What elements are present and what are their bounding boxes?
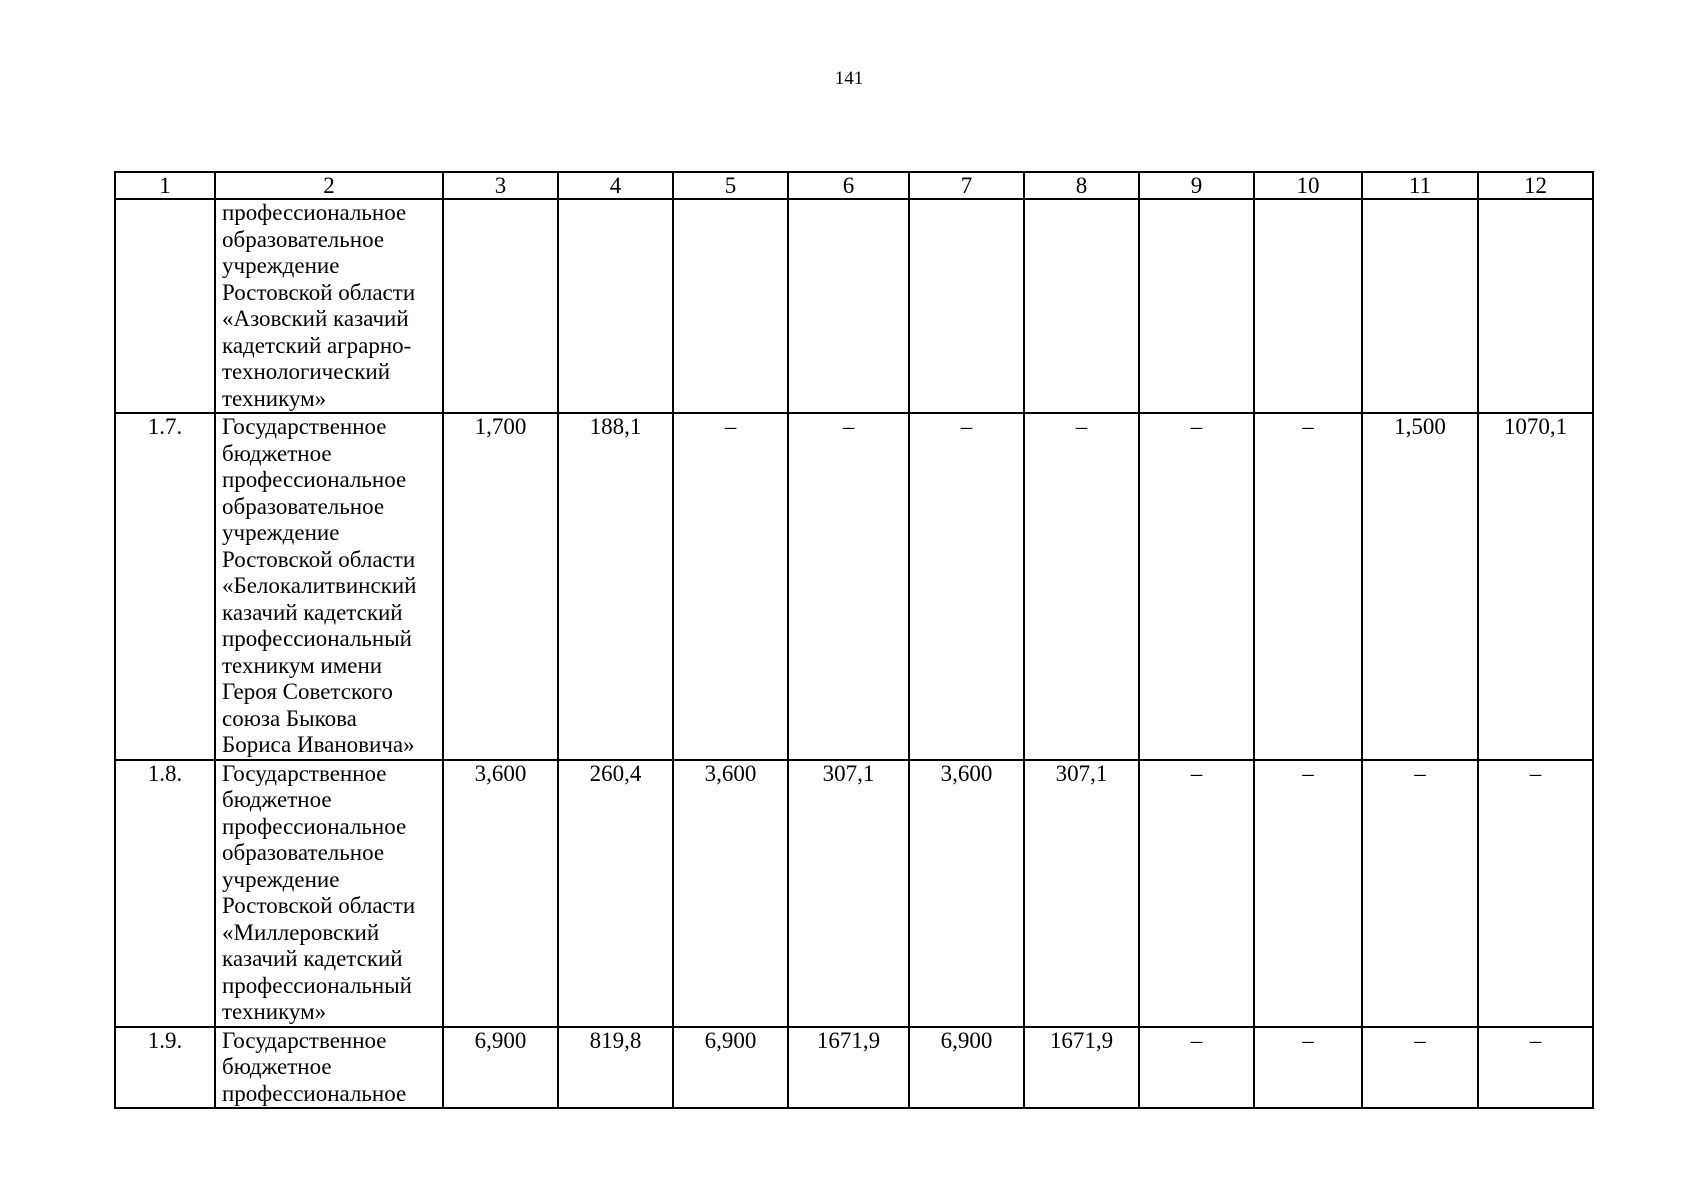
value-cell [558,199,673,413]
institution-name-cell: Государственное бюджетное профессиональное образовательное учреждение Ростовской области «Белокалитвинский казачий кадетский профессиональный техникум имени Героя Советского союза Быкова Бориса Ивановича» [215,413,443,760]
value-cell: 307,1 [788,760,909,1027]
value-cell: 188,1 [558,413,673,760]
row-number-cell: 1.7. [115,413,215,760]
table-row [115,413,1593,760]
value-cell: 3,600 [909,760,1024,1027]
value-cell: 1,700 [443,413,558,760]
value-cell: – [1024,413,1139,760]
value-cell [443,199,558,413]
value-cell: 1,500 [1362,413,1478,760]
table-row [115,760,1593,1027]
value-cell: – [909,413,1024,760]
column-header: 3 [443,172,558,199]
column-header: 12 [1478,172,1593,199]
value-cell [1254,199,1362,413]
value-cell [1139,199,1254,413]
value-cell [673,199,788,413]
value-cell: – [1478,1027,1593,1109]
data-table [114,171,1594,1109]
table-header-row [115,172,1593,199]
column-header: 2 [215,172,443,199]
value-cell: 819,8 [558,1027,673,1109]
value-cell: 260,4 [558,760,673,1027]
column-header: 9 [1139,172,1254,199]
value-cell: – [673,413,788,760]
value-cell [1024,199,1139,413]
value-cell: – [788,413,909,760]
column-header: 10 [1254,172,1362,199]
column-header: 11 [1362,172,1478,199]
value-cell [1362,199,1478,413]
value-cell: – [1362,1027,1478,1109]
value-cell: – [1254,413,1362,760]
column-header: 4 [558,172,673,199]
value-cell: – [1139,760,1254,1027]
value-cell: 1671,9 [788,1027,909,1109]
value-cell: 6,900 [909,1027,1024,1109]
value-cell: – [1139,1027,1254,1109]
column-header: 8 [1024,172,1139,199]
value-cell: – [1254,760,1362,1027]
value-cell [909,199,1024,413]
value-cell: 307,1 [1024,760,1139,1027]
value-cell: – [1362,760,1478,1027]
value-cell [1478,199,1593,413]
column-header: 5 [673,172,788,199]
value-cell: 1070,1 [1478,413,1593,760]
value-cell: 6,900 [443,1027,558,1109]
institution-name-cell: Государственное бюджетное профессиональное образовательное учреждение Ростовской области «Миллеровский казачий кадетский профессиональный техникум» [215,760,443,1027]
value-cell: – [1139,413,1254,760]
row-number-cell: 1.9. [115,1027,215,1109]
column-header: 1 [115,172,215,199]
value-cell: – [1254,1027,1362,1109]
row-number-cell: 1.8. [115,760,215,1027]
column-header: 6 [788,172,909,199]
value-cell: 6,900 [673,1027,788,1109]
page-number: 141 [834,68,864,89]
table-row [115,199,1593,413]
row-number-cell [115,199,215,413]
column-header: 7 [909,172,1024,199]
institution-name-cell: профессиональное образовательное учреждение Ростовской области «Азовский казачий кадетский аграрно- технологический техникум» [215,199,443,413]
value-cell: – [1478,760,1593,1027]
institution-name-cell: Государственное бюджетное профессиональное [215,1027,443,1109]
value-cell: 1671,9 [1024,1027,1139,1109]
value-cell: 3,600 [673,760,788,1027]
table-row [115,1027,1593,1109]
value-cell [788,199,909,413]
value-cell: 3,600 [443,760,558,1027]
